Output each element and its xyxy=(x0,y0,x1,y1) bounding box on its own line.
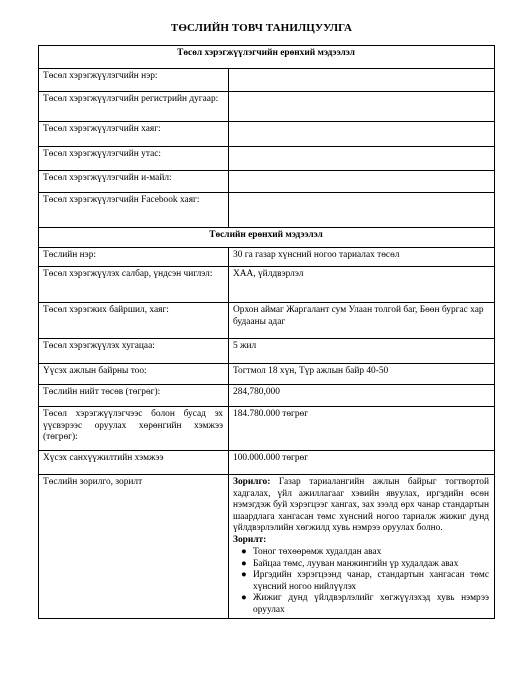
applicant-address-value xyxy=(229,122,495,147)
task-item: ● Жижиг дунд үйлдвэрлэлийг хөгжүүлэхэд хувь нэмрээ оруулах xyxy=(241,593,489,615)
goal-cell xyxy=(229,475,495,619)
applicant-phone-value xyxy=(229,147,495,171)
jobs-label: Үүсэх ажлын байрны тоо: xyxy=(39,364,229,385)
requested-funding-label: Хүсэх санхүүжилтийн хэмжээ xyxy=(39,451,229,475)
goal-heading: Зорилго: xyxy=(233,477,271,487)
duration-label: Төсөл хэрэгжүүлэх хугацаа: xyxy=(39,339,229,364)
bullet-icon: ● xyxy=(241,593,247,603)
applicant-register-value xyxy=(229,92,495,122)
requested-funding-value: 100.000.000 төгрөг xyxy=(229,451,495,475)
own-funds-value: 184.780.000 төгрөг xyxy=(229,407,495,451)
project-name-label: Төслийн нэр: xyxy=(39,248,229,267)
goal-label: Төслийн зорилго, зорилт xyxy=(39,475,229,619)
applicant-name-label: Төсөл хэрэгжүүлэгчийн нэр: xyxy=(39,69,229,92)
goal-text: Газар тариалангийн ажлын байрыг тогтвортой хадгалах, үйл ажиллагааг хэвийн явуулах, иргэдийн өсөн нэмэгдэж буй хэрэгцээг хангах, зах зээлд өрх чанар стандартын шаардлага хангасан төмс хүнсний ногоо тариалж жижиг дунд үйлдвэрлэлийн хөгжилд хувь нэмрээ оруулах болно. xyxy=(233,477,489,533)
applicant-address-label: Төсөл хэрэгжүүлэгчийн хаяг: xyxy=(39,122,229,147)
bullet-icon: ● xyxy=(241,558,247,569)
total-budget-label: Төслийн нийт төсөв (төгрөг): xyxy=(39,385,229,407)
applicant-phone-label: Төсөл хэрэгжүүлэгчийн утас: xyxy=(39,147,229,171)
task-item: ● Байцаа төмс, лууван манжингийн үр худалдаж авах xyxy=(241,558,459,569)
tasks-heading: Зорилт: xyxy=(233,534,267,545)
applicant-email-value xyxy=(229,171,495,193)
applicant-email-label: Төсөл хэрэгжүүлэгчийн и-майл: xyxy=(39,171,229,193)
applicant-facebook-value xyxy=(229,193,495,228)
bullet-icon: ● xyxy=(241,570,247,580)
project-name-value: 30 га газар хүнсний ногоо тариалах төсөл xyxy=(229,248,495,267)
applicant-register-label: Төсөл хэрэгжүүлэгчийн регистрийн дугаар: xyxy=(39,92,229,122)
sector-label: Төсөл хэрэгжүүлэх салбар, үндсэн чиглэл: xyxy=(39,267,229,303)
jobs-value: Тогтмол 18 хүн, Түр ажлын байр 40-50 xyxy=(229,364,495,385)
task-item: ● Иргэдийн хэрэгцээнд чанар, стандартын хангасан төмс хүнсний ногоо нийлүүлэх xyxy=(241,570,489,592)
bullet-icon: ● xyxy=(241,547,247,557)
task-item: ● Тоног төхөөрөмж худалдан авах xyxy=(241,547,382,557)
section-header-applicant: Төсөл хэрэгжүүлэгчийн ерөнхий мэдээлэл xyxy=(39,46,495,69)
own-funds-label: Төсөл хэрэгжүүлэгчээс болон бусад эх үүсвэрээс оруулах хөрөнгийн хэмжээ (төгрөг): xyxy=(39,407,229,451)
duration-value: 5 жил xyxy=(229,339,495,364)
applicant-facebook-label: Төсөл хэрэгжүүлэгчийн Facebook хаяг: xyxy=(39,193,229,228)
location-label: Төсөл хэрэгжих байршил, хаяг: xyxy=(39,303,229,339)
location-value: Орхон аймаг Жаргалант сум Улаан толгой баг, Бөөн бургас хар будааны адаг xyxy=(229,303,495,339)
section-header-project: Төслийн ерөнхий мэдээлэл xyxy=(39,228,495,248)
sector-value: ХАА, үйлдвэрлэл xyxy=(229,267,495,303)
project-brief-table xyxy=(38,45,495,619)
applicant-name-value xyxy=(229,69,495,92)
document-title: ТӨСЛИЙН ТОВЧ ТАНИЛЦУУЛГА xyxy=(170,22,353,34)
tasks-list xyxy=(233,547,489,616)
total-budget-value: 284,780,000 xyxy=(229,385,495,407)
goal-paragraph xyxy=(233,477,489,535)
